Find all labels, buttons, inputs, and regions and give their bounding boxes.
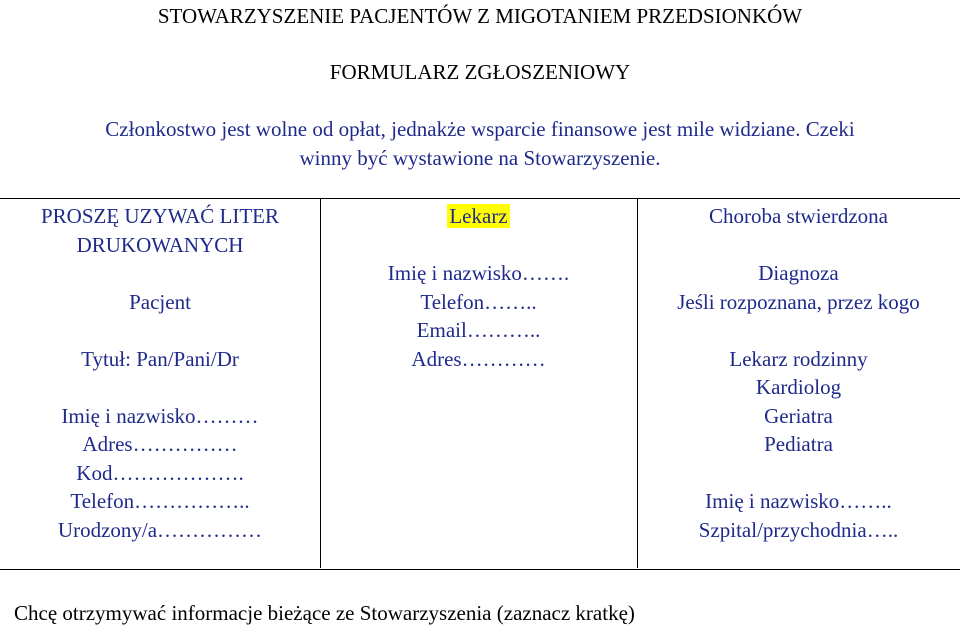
patient-address-field[interactable]: Adres…………… — [82, 432, 238, 456]
patient-title-field[interactable]: Tytuł: Pan/Pani/Dr — [81, 346, 239, 371]
patient-phone-field[interactable]: Telefon…………….. — [70, 489, 250, 513]
option-cardiologist[interactable]: Kardiolog — [755, 375, 842, 399]
disease-heading: Choroba stwierdzona — [708, 204, 889, 228]
disease-column — [637, 202, 960, 544]
print-instruction-line-2: DRUKOWANYCH — [76, 232, 244, 257]
form-title: FORMULARZ ZGŁOSZENIOWY — [329, 60, 631, 84]
form-organization-title: STOWARZYSZENIE PACJENTÓW Z MIGOTANIEM PRZEDSIONKÓW — [157, 4, 803, 28]
patient-heading: Pacjent — [129, 289, 191, 314]
doctor-email-field[interactable]: Email……….. — [416, 318, 541, 342]
patient-birth-field[interactable]: Urodzony/a…………… — [57, 517, 263, 542]
diagnosed-by-label: Jeśli rozpoznana, przez kogo — [677, 289, 920, 314]
doctor-heading: Lekarz — [449, 204, 508, 228]
doctor-phone-field[interactable]: Telefon…….. — [420, 289, 537, 314]
hospital-field[interactable]: Szpital/przychodnia….. — [698, 517, 899, 542]
patient-name-field[interactable]: Imię i nazwisko……… — [61, 403, 259, 428]
patient-code-field[interactable]: Kod………………. — [76, 460, 244, 485]
newsletter-consent-text[interactable]: Chcę otrzymywać informacje bieżące ze Stowarzyszenia (zaznacz kratkę) — [14, 601, 635, 625]
diagnosis-label: Diagnoza — [758, 261, 839, 285]
intro-line-2: winny być wystawione na Stowarzyszenie. — [299, 146, 661, 170]
patient-column — [0, 202, 320, 544]
print-instruction-line-1: PROSZĘ UZYWAĆ LITER — [41, 204, 279, 228]
doctor-column — [320, 202, 637, 373]
doctor-address-field[interactable]: Adres………… — [411, 346, 546, 371]
intro-line-1: Członkostwo jest wolne od opłat, jednakże wsparcie finansowe jest mile widziane. Czeki — [105, 117, 855, 141]
doctor-name-field[interactable]: Imię i nazwisko……. — [387, 261, 570, 285]
diagnosing-doctor-name-field[interactable]: Imię i nazwisko…….. — [705, 489, 892, 513]
option-pediatrician[interactable]: Pediatra — [764, 432, 833, 456]
option-gp[interactable]: Lekarz rodzinny — [729, 346, 868, 371]
option-geriatrician[interactable]: Geriatra — [764, 403, 833, 428]
